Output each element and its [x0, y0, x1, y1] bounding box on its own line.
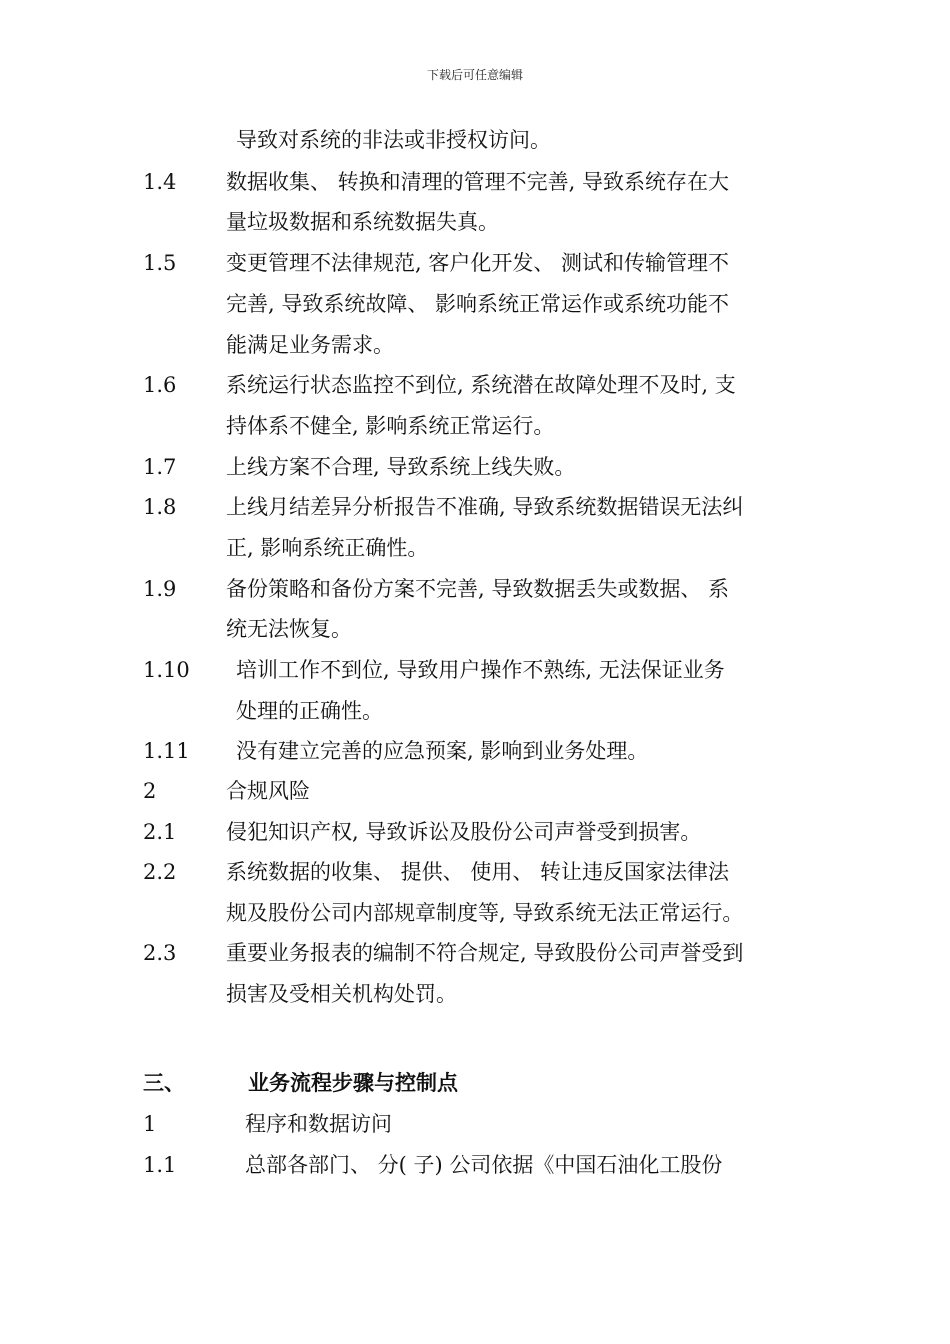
section-number: 三、	[143, 1070, 185, 1095]
item-text: 备份策略和备份方案不完善, 导致数据丢失或数据、 系	[226, 577, 730, 601]
item-text: 规及股份公司内部规章制度等, 导致系统无法正常运行。	[226, 901, 744, 925]
item-text: 损害及受相关机构处罚。	[226, 982, 457, 1006]
item-number: 2.3	[143, 941, 177, 965]
item-text: 完善, 导致系统故障、 影响系统正常运作或系统功能不	[226, 292, 730, 316]
item-number: 1	[143, 1112, 157, 1136]
item-number: 1.6	[143, 373, 177, 397]
item-text: 量垃圾数据和系统数据失真。	[226, 210, 499, 234]
item-number: 1.8	[143, 495, 177, 519]
item-text: 系统运行状态监控不到位, 系统潜在故障处理不及时, 支	[226, 373, 736, 397]
item-text: 重要业务报表的编制不符合规定, 导致股份公司声誉受到	[226, 941, 744, 965]
item-text: 统无法恢复。	[226, 617, 352, 641]
page-header: 下载后可任意编辑	[426, 68, 523, 82]
item-text: 程序和数据访问	[245, 1112, 392, 1136]
item-text: 导致对系统的非法或非授权访问。	[236, 128, 551, 152]
item-number: 1.10	[143, 658, 190, 682]
item-number: 2.1	[143, 820, 177, 844]
item-text: 正, 影响系统正确性。	[226, 536, 429, 560]
item-text: 数据收集、 转换和清理的管理不完善, 导致系统存在大	[226, 170, 730, 194]
item-text: 处理的正确性。	[236, 699, 383, 723]
item-number: 1.4	[143, 170, 177, 194]
item-text: 能满足业务需求。	[226, 333, 394, 357]
item-text: 系统数据的收集、 提供、 使用、 转让违反国家法律法	[226, 860, 730, 884]
item-text: 变更管理不法律规范, 客户化开发、 测试和传输管理不	[226, 251, 730, 275]
item-number: 1.11	[143, 739, 190, 763]
item-number: 2	[143, 779, 157, 803]
item-text: 持体系不健全, 影响系统正常运行。	[226, 414, 555, 438]
item-number: 1.1	[143, 1153, 177, 1177]
item-text: 上线方案不合理, 导致系统上线失败。	[226, 455, 576, 479]
item-number: 2.2	[143, 860, 177, 884]
item-number: 1.5	[143, 251, 177, 275]
item-text: 没有建立完善的应急预案, 影响到业务处理。	[236, 739, 649, 763]
item-text: 合规风险	[226, 779, 310, 803]
item-text: 侵犯知识产权, 导致诉讼及股份公司声誉受到损害。	[226, 820, 702, 844]
item-number: 1.7	[143, 455, 177, 479]
item-text: 上线月结差异分析报告不准确, 导致系统数据错误无法纠	[226, 495, 744, 519]
item-text: 总部各部门、 分( 子) 公司依据《中国石油化工股份	[245, 1153, 723, 1177]
item-number: 1.9	[143, 577, 177, 601]
item-text: 培训工作不到位, 导致用户操作不熟练, 无法保证业务	[236, 658, 725, 682]
section-title: 业务流程步骤与控制点	[248, 1070, 458, 1095]
